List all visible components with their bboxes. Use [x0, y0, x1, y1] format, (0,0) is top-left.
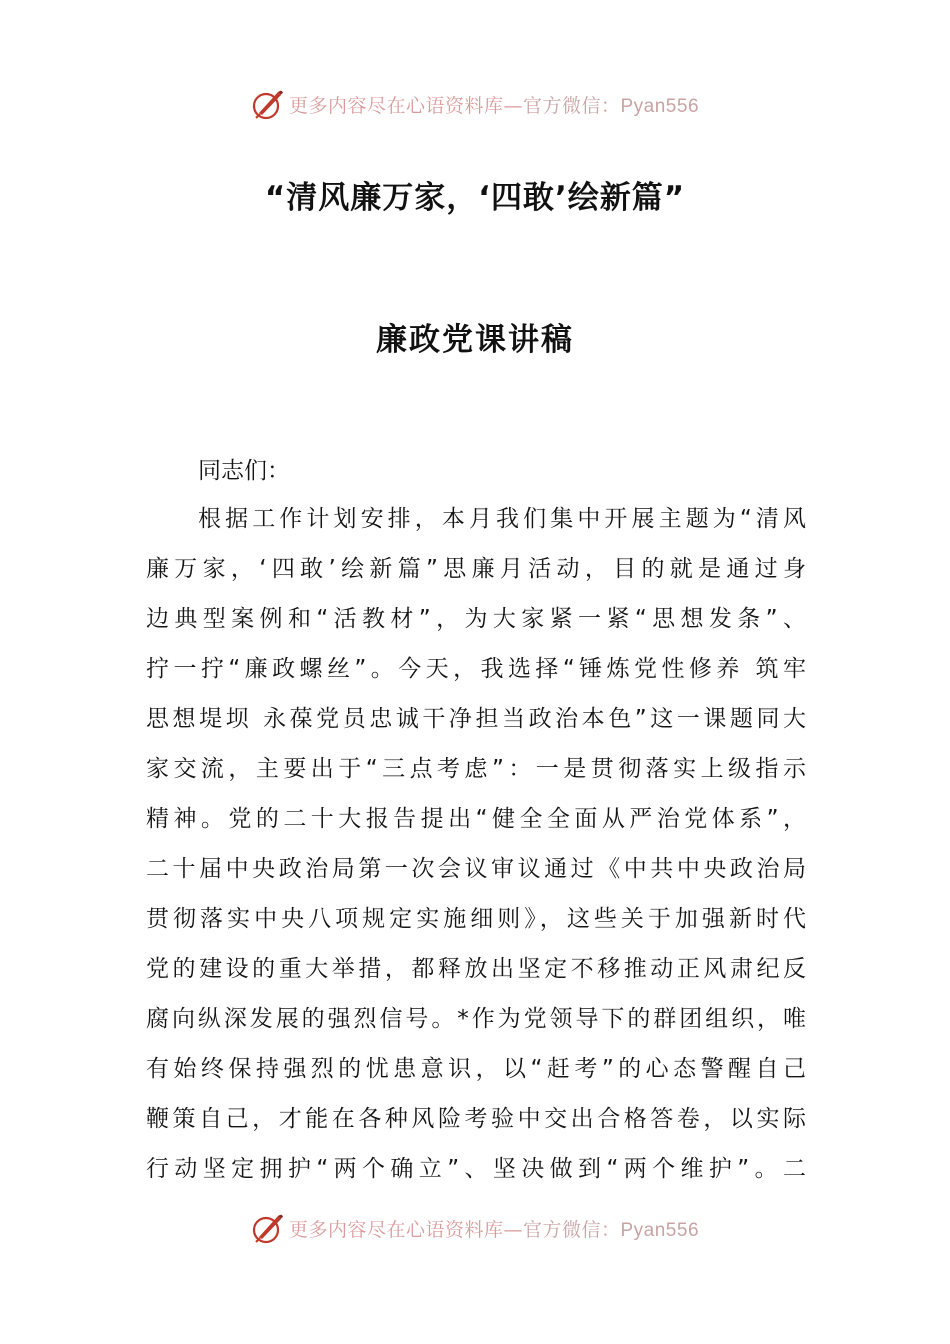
header-watermark	[0, 84, 950, 124]
document-subtitle: 廉政党课讲稿	[376, 322, 574, 358]
paragraph-line: 思想堤坝 永葆党员忠诚干净担当政治本色”这一课题同大	[146, 706, 806, 732]
quill-logo-icon	[251, 87, 285, 121]
footer-watermark-text	[289, 1215, 699, 1242]
paragraph-line: 二十届中央政治局第一次会议审议通过《中共中央政治局	[146, 856, 806, 882]
paragraph-line: 拧一拧“廉政螺丝”。今天，我选择“锤炼党性修养 筑牢	[146, 656, 806, 682]
paragraph-line: 精神。党的二十大报告提出“健全全面从严治党体系”，	[146, 806, 806, 832]
header-brand: 更多内容尽在心语资料库	[288, 94, 504, 117]
header-separator: —	[503, 94, 523, 117]
quill-logo-icon	[251, 1211, 285, 1245]
paragraph-line: 鞭策自己，才能在各种风险考验中交出合格答卷，以实际	[146, 1106, 806, 1132]
footer-contact: 官方微信：Pyan556	[523, 1219, 700, 1241]
footer-separator: —	[503, 1218, 523, 1241]
paragraph-line: 党的建设的重大举措，都释放出坚定不移推动正风肃纪反	[146, 956, 806, 982]
header-contact: 官方微信：Pyan556	[523, 95, 700, 117]
paragraph-line: 边典型案例和“活教材”，为大家紧一紧“思想发条”、	[146, 606, 806, 632]
paragraph-line: 家交流，主要出于“三点考虑”：一是贯彻落实上级指示	[146, 756, 806, 782]
paragraph-line: 腐向纵深发展的强烈信号。*作为党领导下的群团组织，唯	[146, 1006, 806, 1032]
document-title: “清风廉万家，‘四敢’绘新篇”	[264, 180, 686, 216]
salutation: 同志们：	[198, 458, 290, 484]
paragraph-line: 根据工作计划安排，本月我们集中开展主题为“清风	[198, 506, 806, 532]
footer-watermark	[0, 1208, 950, 1248]
paragraph-line: 有始终保持强烈的忧患意识，以“赶考”的心态警醒自己	[146, 1056, 806, 1082]
paragraph-line: 贯彻落实中央八项规定实施细则》，这些关于加强新时代	[146, 906, 806, 932]
footer-brand: 更多内容尽在心语资料库	[288, 1218, 504, 1241]
paragraph-line: 廉万家，‘四敢’绘新篇”思廉月活动，目的就是通过身	[146, 556, 806, 582]
header-watermark-text	[289, 91, 699, 118]
paragraph-line: 行动坚定拥护“两个确立”、坚决做到“两个维护”。二	[146, 1156, 806, 1182]
